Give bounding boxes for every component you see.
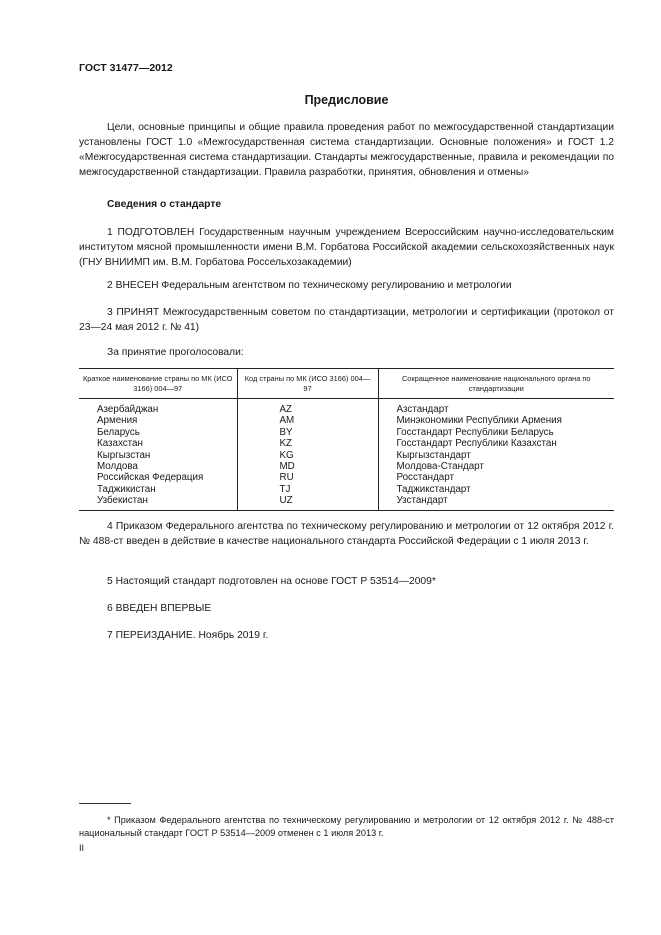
- table-row: [79, 427, 614, 438]
- organization-cell: Госстандарт Республики Беларусь: [378, 427, 614, 438]
- footnote-divider: [79, 803, 131, 804]
- country-cell: Азербайджан: [97, 404, 159, 415]
- item-1-prepared: 1 ПОДГОТОВЛЕН Государственным научным учреждением Всероссийским научно-исследовательским институтом мясной промышленности имени В.М. Горбатова Российской академии сельскохозяйственных наук (ГНУ ВНИИМП им. В.М. Горбатова Россельхозакадемии): [79, 227, 614, 268]
- organization-cell: Госстандарт Республики Казахстан: [378, 438, 614, 449]
- organization-cell: Азстандарт: [378, 399, 614, 416]
- footnote: * Приказом Федерального агентства по техническому регулированию и метрологии от 12 октября 2012 г. № 488-ст национальный стандарт ГОСТ Р 53514—2009 отменен с 1 июля 2013 г.: [79, 815, 614, 838]
- table-row: [79, 461, 614, 472]
- vote-label: За принятие проголосовали:: [107, 347, 244, 358]
- table-header-row: [79, 369, 614, 399]
- table-row: [79, 484, 614, 495]
- intro-paragraph: Цели, основные принципы и общие правила проведения работ по межгосударственной стандартизации установлены ГОСТ 1.0 «Межгосударственная система стандартизации. Основные положения» и ГОСТ 1.2 «Межгосударственная система стандартизации. Стандарты межгосударственные, правила и рекомендации по межгосударственной стандартизации. Правила разработки, принятия, обновления и отмены»: [79, 122, 614, 178]
- code-cell: MD: [237, 461, 378, 472]
- country-cell: Молдова: [97, 461, 138, 473]
- organization-cell: Минэкономики Республики Армения: [378, 415, 614, 426]
- table-row: [79, 399, 614, 416]
- header-country: Краткое наименование страны по МК (ИСО 3166) 004—97: [79, 369, 237, 399]
- table-row: [79, 495, 614, 510]
- code-cell: TJ: [237, 484, 378, 495]
- code-cell: KG: [237, 450, 378, 461]
- code-cell: BY: [237, 427, 378, 438]
- table-row: [79, 450, 614, 461]
- page-title: Предисловие: [304, 93, 389, 107]
- organization-cell: Росстандарт: [378, 472, 614, 483]
- country-cell: Таджикистан: [97, 483, 156, 495]
- organization-cell: Кыргызстандарт: [378, 450, 614, 461]
- page-number: II: [79, 843, 85, 853]
- country-cell: Узбекистан: [79, 495, 237, 510]
- item-6-first-introduced: 6 ВВЕДЕН ВПЕРВЫЕ: [107, 603, 212, 614]
- organization-cell: Узстандарт: [378, 495, 614, 510]
- item-3-adopted: 3 ПРИНЯТ Межгосударственным советом по стандартизации, метрологии и сертификации (протокол от 23—24 мая 2012 г. № 41): [79, 307, 614, 333]
- country-cell: Российская Федерация: [97, 472, 204, 484]
- code-cell: UZ: [237, 495, 378, 510]
- code-cell: KZ: [237, 438, 378, 449]
- country-cell: Кыргызстан: [97, 449, 151, 461]
- item-2-introduced: 2 ВНЕСЕН Федеральным агентством по техническому регулированию и метрологии: [107, 280, 512, 291]
- code-cell: RU: [237, 472, 378, 483]
- document-id: ГОСТ 31477—2012: [79, 62, 173, 74]
- country-cell: Беларусь: [97, 426, 140, 438]
- table-row: [79, 472, 614, 483]
- table-row: [79, 438, 614, 449]
- member-states-table: [79, 368, 614, 511]
- code-cell: AZ: [237, 399, 378, 416]
- country-cell: Казахстан: [97, 438, 143, 450]
- header-code: Код страны по МК (ИСО 3166) 004—97: [237, 369, 378, 399]
- organization-cell: Молдова-Стандарт: [378, 461, 614, 472]
- country-cell: Армения: [97, 415, 138, 427]
- table-row: [79, 415, 614, 426]
- header-organization: Сокращенное наименование национального органа по стандартизации: [378, 369, 614, 399]
- section-heading: Сведения о стандарте: [107, 199, 222, 210]
- code-cell: AM: [237, 415, 378, 426]
- item-7-reissue: 7 ПЕРЕИЗДАНИЕ. Ноябрь 2019 г.: [107, 630, 269, 641]
- organization-cell: Таджикстандарт: [378, 484, 614, 495]
- item-4-order: 4 Приказом Федерального агентства по техническому регулированию и метрологии от 12 октября 2012 г. № 488-ст введен в действие в качестве национального стандарта Российской Федерации с 1 июля 2013 г.: [79, 521, 614, 547]
- item-5-basis: 5 Настоящий стандарт подготовлен на основе ГОСТ Р 53514—2009*: [107, 576, 436, 587]
